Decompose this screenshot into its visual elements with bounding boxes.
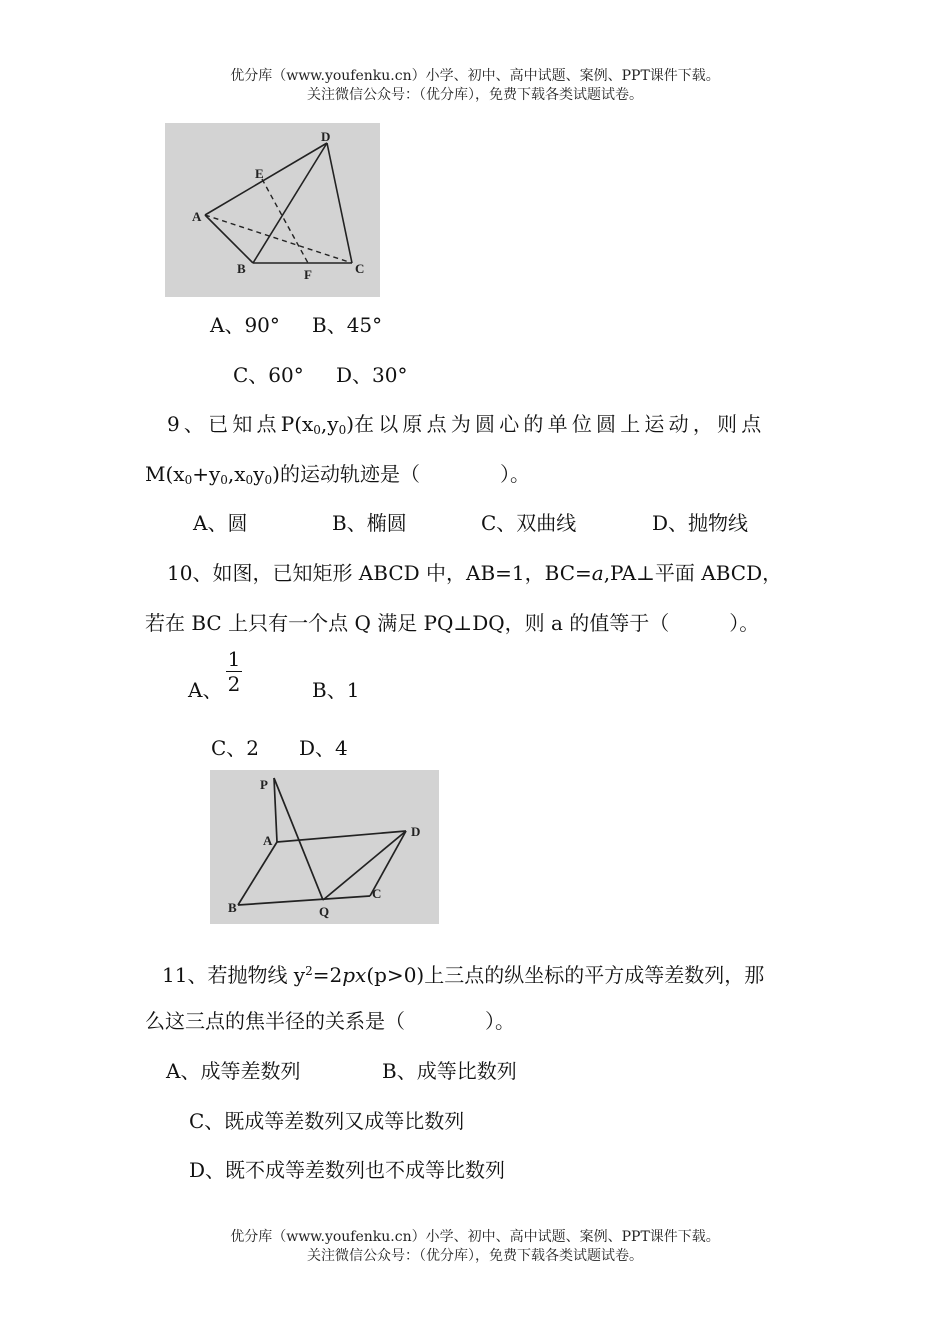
q9-m-y: y (253, 462, 265, 486)
q9-sub-y0: 0 (338, 423, 347, 437)
q10-line-1 (167, 560, 782, 586)
q10-line-2: 若在 BC 上只有一个点 Q 满足 PQ⊥DQ，则 a 的值等于（ ）。 (145, 611, 760, 635)
q11-option-d[interactable]: D、既不成等差数列也不成等比数列 (189, 1158, 506, 1182)
q11-option-c[interactable]: C、既成等差数列又成等比数列 (189, 1109, 465, 1133)
edge-AB (238, 842, 277, 905)
q10-option-a-fraction[interactable] (226, 648, 242, 695)
q8-option-b[interactable]: B、45° (312, 313, 383, 337)
q9-m-comma: ,x (227, 462, 246, 486)
q11-text-a: 11、若抛物线 y (162, 963, 306, 987)
page-header (0, 67, 950, 105)
q11-var-px: px (342, 963, 367, 987)
q9-sub-2: 0 (220, 473, 228, 487)
label-B: B (237, 261, 246, 276)
q10-text-b: ,PA⊥平面 ABCD， (603, 561, 783, 585)
label-Q: Q (319, 904, 330, 919)
q9-p-comma: ,y (320, 412, 339, 436)
q10-option-b[interactable]: B、1 (312, 678, 360, 702)
edge-BC (238, 896, 370, 905)
edge-PA (274, 778, 277, 842)
label-C: C (355, 261, 365, 276)
q11-line-2: 么这三点的焦半径的关系是（ ）。 (145, 1009, 515, 1033)
q10-var-a: a (591, 561, 604, 585)
q9-m-plus: +y (192, 462, 221, 486)
edge-QD (323, 831, 406, 900)
header-line-2: 关注微信公众号：（优分库），免费下载各类试题试卷。 (307, 87, 643, 103)
label-C: C (372, 886, 382, 901)
footer-line-2: 关注微信公众号：（优分库），免费下载各类试题试卷。 (307, 1248, 643, 1264)
q8-option-a[interactable]: A、90° (210, 313, 280, 337)
q8-option-c[interactable]: C、60° (233, 363, 304, 387)
label-D: D (321, 129, 331, 144)
q9-m-open: M(x (145, 462, 185, 486)
label-E: E (255, 166, 264, 181)
q9-line-2 (145, 461, 530, 493)
q11-option-b[interactable]: B、成等比数列 (382, 1059, 517, 1083)
q11-option-a[interactable]: A、成等差数列 (166, 1059, 301, 1083)
label-F: F (304, 267, 312, 282)
q9-sub-1: 0 (184, 473, 193, 487)
q10-option-c[interactable]: C、2 (211, 736, 260, 760)
q10-figure (210, 770, 439, 924)
q9-point-p (281, 412, 354, 436)
q10-diagram (210, 770, 439, 924)
q9-sub-4: 0 (264, 473, 273, 487)
q9-text-rest: )的运动轨迹是（ ）。 (272, 462, 530, 486)
q10-option-a-label[interactable]: A、 (188, 678, 223, 702)
q10-text-a: 10、如图，已知矩形 ABCD 中，AB=1，BC= (167, 561, 592, 585)
edge-DC (327, 143, 352, 263)
q9-option-c[interactable]: C、双曲线 (481, 511, 577, 535)
fraction-numerator: 1 (227, 647, 241, 671)
edge-AB (205, 215, 253, 263)
q9-sub-3: 0 (245, 473, 254, 487)
q9-text-b: 在以原点为圆心的单位圆上运动，则点 (354, 412, 766, 436)
q9-option-a[interactable]: A、圆 (193, 511, 248, 535)
edge-BD (253, 143, 327, 263)
q9-option-d[interactable]: D、抛物线 (652, 511, 749, 535)
q9-text-a: 9、已知点 (167, 412, 281, 436)
q11-line-1 (162, 958, 764, 988)
header-line-1: 优分库（www.youfenku.cn）小学、初中、高中试题、案例、PPT课件下载。 (230, 68, 720, 84)
label-B: B (228, 900, 237, 915)
label-D: D (411, 824, 421, 839)
q9-p-open: P(x (280, 412, 314, 436)
q8-figure (165, 123, 380, 297)
q9-line-1 (167, 411, 765, 443)
q9-sub-x0: 0 (313, 423, 321, 437)
edge-AD (205, 143, 327, 215)
q11-text-b: =2 (312, 963, 343, 987)
label-P: P (260, 777, 268, 792)
q9-p-close: ) (346, 412, 355, 436)
q8-option-d[interactable]: D、30° (336, 363, 408, 387)
q11-sup-2: 2 (305, 964, 313, 978)
edge-EF-dashed (262, 179, 308, 263)
fraction-denominator: 2 (227, 672, 241, 696)
page-footer (0, 1228, 950, 1266)
footer-line-1: 优分库（www.youfenku.cn）小学、初中、高中试题、案例、PPT课件下载。 (230, 1229, 720, 1245)
label-A: A (263, 833, 273, 848)
label-A: A (192, 209, 202, 224)
q9-option-b[interactable]: B、椭圆 (332, 511, 407, 535)
q11-text-c: (p>0)上三点的纵坐标的平方成等差数列，那 (366, 963, 765, 987)
q8-diagram (165, 123, 380, 297)
q10-option-d[interactable]: D、4 (299, 736, 348, 760)
